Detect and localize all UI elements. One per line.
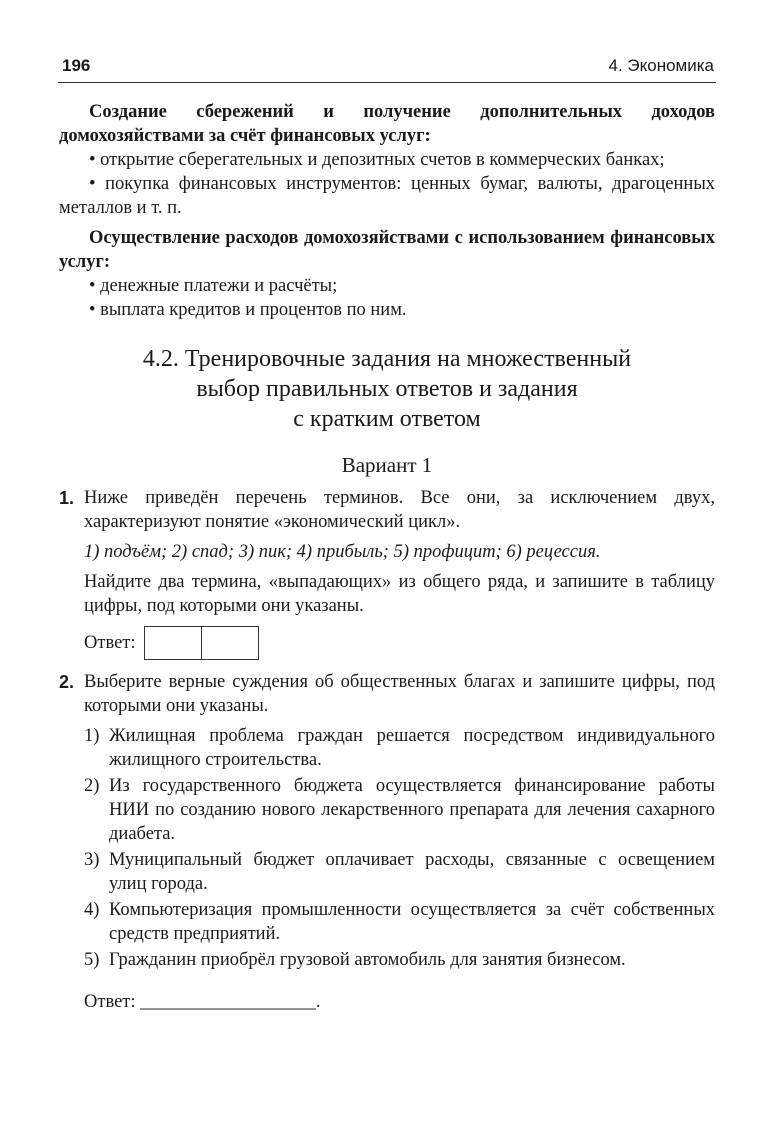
section-title-line: с кратким ответом	[293, 406, 481, 432]
option-text: Гражданин приобрёл грузовой автомобиль для занятия бизнесом.	[109, 950, 626, 970]
answer-cell[interactable]	[145, 627, 201, 659]
option-text: Из государственного бюджета осуществляется финансирование работы НИИ по созданию нового лекарственного препарата для лечения сахарного диабета.	[109, 776, 715, 844]
task-number: 1.	[59, 488, 75, 508]
spending-item: • денежные платежи и расчёты;	[89, 276, 338, 296]
task-text: Выберите верные суждения об общественных благах и запишите цифры, под которыми они указаны.	[84, 672, 715, 716]
task-number: 2.	[59, 672, 75, 692]
option-text: Компьютеризация промышленности осуществляется за счёт собственных средств предприятий.	[109, 900, 715, 944]
section-title-line: 4.2. Тренировочные задания на множественный	[142, 346, 632, 372]
task-text: Ниже приведён перечень терминов. Все они, за исключением двух, характеризуют понятие «экономический цикл».	[84, 488, 715, 532]
answer-table	[144, 626, 259, 660]
option-number: 1)	[84, 726, 100, 746]
task-terms: 1) подъём; 2) спад; 3) пик; 4) прибыль; 5) профицит; 6) рецессия.	[84, 542, 601, 562]
savings-item: • покупка финансовых инструментов: ценных бумаг, валюты, драгоценных металлов и т. п.	[59, 174, 715, 218]
option-number: 3)	[84, 850, 100, 870]
option-text: Жилищная проблема граждан решается посредством индивидуального жилищного строительства.	[109, 726, 715, 770]
option-item	[84, 898, 715, 946]
page-content	[59, 100, 715, 1014]
answer-label: Ответ:	[84, 633, 136, 653]
option-item	[84, 948, 715, 972]
options-list	[84, 724, 715, 972]
section-title	[59, 344, 715, 434]
savings-item: • открытие сберегательных и депозитных счетов в коммерческих банках;	[89, 150, 665, 170]
option-item	[84, 774, 715, 846]
answer-row	[84, 626, 715, 660]
page-number: 196	[62, 56, 91, 75]
option-number: 2)	[84, 776, 100, 796]
answer-cell[interactable]	[201, 627, 258, 659]
page-header	[58, 56, 716, 83]
chapter-title: 4. Экономика	[608, 56, 714, 75]
task-2	[59, 670, 715, 718]
option-number: 4)	[84, 900, 100, 920]
section-title-line: выбор правильных ответов и задания	[196, 376, 578, 402]
spending-heading: Осуществление расходов домохозяйствами с использованием финансовых услуг:	[59, 228, 715, 272]
option-item	[84, 724, 715, 772]
variant-heading: Вариант 1	[341, 453, 433, 477]
option-number: 5)	[84, 950, 100, 970]
spending-item: • выплата кредитов и процентов по ним.	[89, 300, 407, 320]
task-instruction: Найдите два термина, «выпадающих» из общего ряда, и запишите в таблицу цифры, под которыми они указаны.	[84, 572, 715, 616]
savings-heading: Создание сбережений и получение дополнительных доходов домохозяйствами за счёт финансовых услуг:	[59, 102, 715, 146]
option-text: Муниципальный бюджет оплачивает расходы, связанные с освещением улиц города.	[109, 850, 715, 894]
option-item	[84, 848, 715, 896]
task-1	[59, 486, 715, 618]
answer-line[interactable]: Ответ: ___________________.	[84, 992, 321, 1012]
